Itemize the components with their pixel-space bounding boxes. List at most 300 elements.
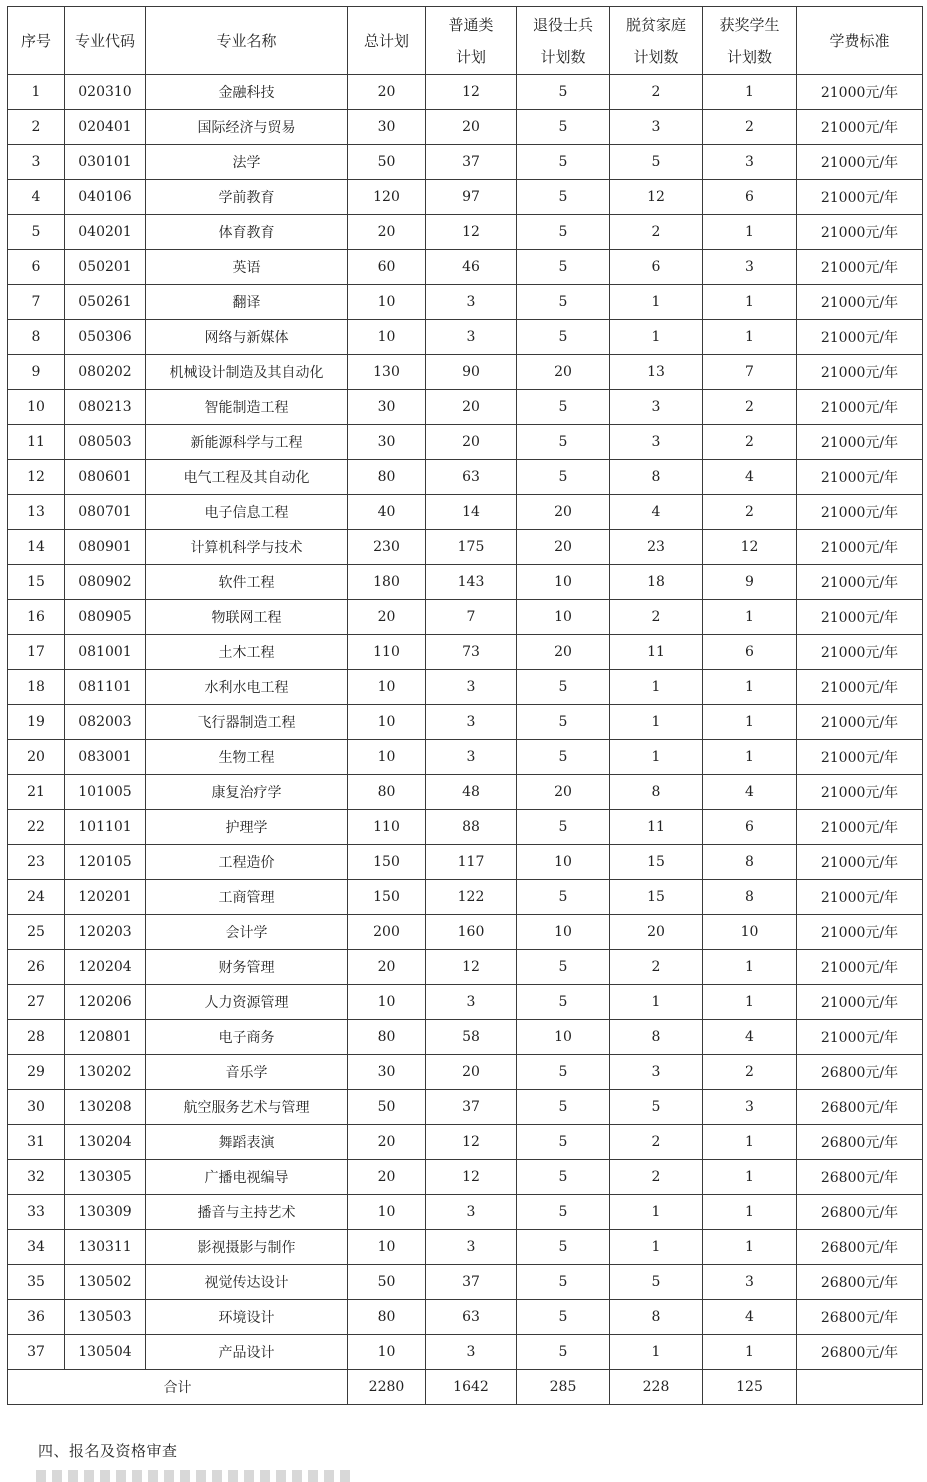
major-code: 080905 [65,600,146,635]
regular-plan: 175 [426,530,517,565]
row-number: 6 [8,250,65,285]
award-plan: 3 [703,1090,797,1125]
major-name: 体育教育 [146,215,348,250]
major-code: 130504 [65,1335,146,1370]
total-plan: 180 [348,565,426,600]
tuition-fee: 21000元/年 [797,530,923,565]
tuition-fee: 21000元/年 [797,880,923,915]
veteran-plan: 5 [517,1265,610,1300]
veteran-plan: 5 [517,75,610,110]
regular-plan: 37 [426,1265,517,1300]
row-number: 28 [8,1020,65,1055]
veteran-plan: 5 [517,880,610,915]
major-code: 080503 [65,425,146,460]
veteran-plan: 20 [517,355,610,390]
row-number: 32 [8,1160,65,1195]
row-number: 18 [8,670,65,705]
total-plan: 150 [348,845,426,880]
major-code: 130311 [65,1230,146,1265]
table-row [8,1125,923,1160]
tuition-fee: 21000元/年 [797,950,923,985]
award-plan: 12 [703,530,797,565]
column-header [348,7,426,75]
column-header-line: 获奖学生 [719,15,780,34]
poverty-plan: 2 [610,75,703,110]
major-name: 播音与主持艺术 [146,1195,348,1230]
poverty-plan: 8 [610,775,703,810]
tuition-fee: 21000元/年 [797,635,923,670]
total-plan: 30 [348,1055,426,1090]
regular-plan: 3 [426,1195,517,1230]
total-plan: 10 [348,740,426,775]
veteran-plan: 10 [517,565,610,600]
veteran-plan: 5 [517,705,610,740]
tuition-fee: 26800元/年 [797,1265,923,1300]
total-plan: 20 [348,1125,426,1160]
total-plan-sum: 2280 [348,1370,426,1405]
table-row [8,1160,923,1195]
poverty-plan: 4 [610,495,703,530]
poverty-plan: 2 [610,215,703,250]
table-row [8,1020,923,1055]
cropped-text-line [36,1470,356,1482]
major-code: 050261 [65,285,146,320]
tuition-fee: 21000元/年 [797,915,923,950]
column-header-line: 脱贫家庭 [625,15,686,34]
total-plan: 10 [348,670,426,705]
total-plan: 20 [348,600,426,635]
award-plan: 3 [703,250,797,285]
column-header [517,7,610,75]
total-plan: 80 [348,460,426,495]
poverty-plan: 1 [610,1195,703,1230]
regular-plan: 3 [426,1335,517,1370]
tuition-fee: 21000元/年 [797,215,923,250]
veteran-plan: 5 [517,215,610,250]
award-plan: 6 [703,635,797,670]
total-plan: 110 [348,810,426,845]
row-number: 24 [8,880,65,915]
award-plan: 3 [703,1265,797,1300]
award-plan: 6 [703,180,797,215]
row-number: 23 [8,845,65,880]
table-row [8,635,923,670]
major-name: 音乐学 [146,1055,348,1090]
total-plan: 150 [348,880,426,915]
award-plan: 2 [703,110,797,145]
veteran-plan: 5 [517,1195,610,1230]
major-code: 080901 [65,530,146,565]
veteran-plan: 5 [517,1230,610,1265]
award-plan: 1 [703,950,797,985]
award-plan: 9 [703,565,797,600]
regular-plan: 3 [426,985,517,1020]
row-number: 20 [8,740,65,775]
table-row [8,600,923,635]
award-plan: 1 [703,285,797,320]
table-row [8,740,923,775]
column-header [146,7,348,75]
row-number: 29 [8,1055,65,1090]
tuition-fee: 21000元/年 [797,285,923,320]
poverty-plan: 18 [610,565,703,600]
major-code: 130204 [65,1125,146,1160]
veteran-plan: 5 [517,810,610,845]
table-row [8,215,923,250]
total-plan: 50 [348,145,426,180]
table-row [8,915,923,950]
row-number: 5 [8,215,65,250]
award-plan: 1 [703,985,797,1020]
row-number: 1 [8,75,65,110]
regular-plan: 20 [426,425,517,460]
row-number: 11 [8,425,65,460]
award-plan: 1 [703,1125,797,1160]
award-plan: 2 [703,390,797,425]
total-plan: 10 [348,1335,426,1370]
major-name: 金融科技 [146,75,348,110]
row-number: 15 [8,565,65,600]
table-row [8,250,923,285]
major-name: 航空服务艺术与管理 [146,1090,348,1125]
row-number: 21 [8,775,65,810]
tuition-fee: 21000元/年 [797,425,923,460]
tuition-fee: 21000元/年 [797,670,923,705]
regular-plan: 12 [426,1125,517,1160]
major-code: 080601 [65,460,146,495]
total-plan: 30 [348,425,426,460]
major-name: 人力资源管理 [146,985,348,1020]
award-plan: 2 [703,425,797,460]
total-plan: 20 [348,1160,426,1195]
regular-plan: 12 [426,75,517,110]
major-code: 050201 [65,250,146,285]
total-plan: 50 [348,1090,426,1125]
major-code: 130208 [65,1090,146,1125]
award-plan: 1 [703,670,797,705]
row-number: 36 [8,1300,65,1335]
table-row [8,1055,923,1090]
major-code: 082003 [65,705,146,740]
veteran-plan: 20 [517,495,610,530]
table-row [8,880,923,915]
veteran-plan: 5 [517,460,610,495]
table-row [8,810,923,845]
regular-plan: 14 [426,495,517,530]
regular-plan: 90 [426,355,517,390]
regular-plan: 143 [426,565,517,600]
award-plan-sum: 125 [703,1370,797,1405]
column-header-line: 计划数 [726,47,772,66]
award-plan: 6 [703,810,797,845]
table-row [8,530,923,565]
tuition-fee: 21000元/年 [797,810,923,845]
column-header-line: 计划数 [633,47,679,66]
column-header-line: 普通类 [448,15,494,34]
table-row [8,110,923,145]
tuition-fee: 21000元/年 [797,320,923,355]
poverty-plan: 2 [610,1160,703,1195]
column-header-line: 专业代码 [74,31,135,50]
veteran-plan: 5 [517,285,610,320]
major-name: 机械设计制造及其自动化 [146,355,348,390]
major-name: 学前教育 [146,180,348,215]
regular-plan: 46 [426,250,517,285]
regular-plan: 48 [426,775,517,810]
table-row [8,145,923,180]
veteran-plan: 5 [517,985,610,1020]
total-plan: 20 [348,950,426,985]
row-number: 25 [8,915,65,950]
column-header [797,7,923,75]
total-plan: 230 [348,530,426,565]
major-name: 会计学 [146,915,348,950]
tuition-fee: 21000元/年 [797,495,923,530]
veteran-plan: 5 [517,110,610,145]
poverty-plan: 1 [610,285,703,320]
tuition-fee: 26800元/年 [797,1230,923,1265]
tuition-fee: 21000元/年 [797,600,923,635]
total-plan: 10 [348,705,426,740]
tuition-fee: 26800元/年 [797,1335,923,1370]
award-plan: 2 [703,1055,797,1090]
poverty-plan: 3 [610,110,703,145]
total-plan: 30 [348,390,426,425]
total-plan: 200 [348,915,426,950]
regular-plan: 37 [426,1090,517,1125]
poverty-plan: 5 [610,145,703,180]
major-name: 电气工程及其自动化 [146,460,348,495]
tuition-fee: 21000元/年 [797,565,923,600]
poverty-plan: 20 [610,915,703,950]
major-name: 康复治疗学 [146,775,348,810]
veteran-plan: 20 [517,530,610,565]
total-label: 合计 [8,1370,348,1405]
table-row [8,845,923,880]
total-plan: 10 [348,985,426,1020]
major-code: 130503 [65,1300,146,1335]
row-number: 30 [8,1090,65,1125]
regular-plan: 3 [426,705,517,740]
regular-plan: 117 [426,845,517,880]
major-name: 工商管理 [146,880,348,915]
total-plan: 110 [348,635,426,670]
major-code: 120203 [65,915,146,950]
major-name: 智能制造工程 [146,390,348,425]
award-plan: 4 [703,1300,797,1335]
veteran-plan: 5 [517,1125,610,1160]
veteran-plan: 5 [517,950,610,985]
tuition-fee: 21000元/年 [797,180,923,215]
major-code: 081001 [65,635,146,670]
table-row [8,460,923,495]
row-number: 34 [8,1230,65,1265]
column-header-line: 退役士兵 [532,15,593,34]
award-plan: 1 [703,1335,797,1370]
enrollment-plan-table [7,6,923,1405]
tuition-fee: 21000元/年 [797,845,923,880]
award-plan: 1 [703,215,797,250]
major-name: 财务管理 [146,950,348,985]
column-header [65,7,146,75]
tuition-fee: 21000元/年 [797,75,923,110]
award-plan: 1 [703,320,797,355]
major-name: 工程造价 [146,845,348,880]
poverty-plan: 1 [610,1335,703,1370]
veteran-plan: 5 [517,1300,610,1335]
table-row [8,985,923,1020]
award-plan: 2 [703,495,797,530]
total-plan: 20 [348,75,426,110]
row-number: 2 [8,110,65,145]
poverty-plan: 6 [610,250,703,285]
poverty-plan: 23 [610,530,703,565]
regular-plan: 97 [426,180,517,215]
major-code: 130309 [65,1195,146,1230]
poverty-plan-sum: 228 [610,1370,703,1405]
poverty-plan: 13 [610,355,703,390]
header-row [8,7,923,75]
table-row [8,1335,923,1370]
tuition-fee: 21000元/年 [797,390,923,425]
column-header-line: 专业名称 [216,31,277,50]
major-code: 120206 [65,985,146,1020]
award-plan: 8 [703,880,797,915]
major-code: 130305 [65,1160,146,1195]
veteran-plan: 5 [517,670,610,705]
major-code: 130202 [65,1055,146,1090]
row-number: 16 [8,600,65,635]
award-plan: 1 [703,1195,797,1230]
major-name: 生物工程 [146,740,348,775]
poverty-plan: 1 [610,320,703,355]
tuition-fee: 21000元/年 [797,740,923,775]
regular-plan: 20 [426,110,517,145]
veteran-plan: 10 [517,600,610,635]
row-number: 33 [8,1195,65,1230]
regular-plan: 20 [426,390,517,425]
major-name: 电子商务 [146,1020,348,1055]
regular-plan: 12 [426,950,517,985]
regular-plan: 3 [426,320,517,355]
row-number: 13 [8,495,65,530]
table-row [8,1230,923,1265]
major-code: 040106 [65,180,146,215]
regular-plan: 88 [426,810,517,845]
table-row [8,320,923,355]
tuition-fee: 21000元/年 [797,110,923,145]
major-code: 080213 [65,390,146,425]
row-number: 35 [8,1265,65,1300]
poverty-plan: 3 [610,425,703,460]
poverty-plan: 2 [610,1125,703,1160]
total-plan: 80 [348,1300,426,1335]
award-plan: 1 [703,600,797,635]
section-heading: 四、报名及资格审查 [38,1442,178,1460]
veteran-plan: 5 [517,1160,610,1195]
row-number: 3 [8,145,65,180]
tuition-fee: 21000元/年 [797,460,923,495]
poverty-plan: 1 [610,705,703,740]
table-row [8,425,923,460]
tuition-fee: 21000元/年 [797,250,923,285]
major-code: 120201 [65,880,146,915]
table-footer [8,1370,923,1405]
major-code: 080701 [65,495,146,530]
veteran-plan-sum: 285 [517,1370,610,1405]
column-header [426,7,517,75]
table-body [8,75,923,1370]
award-plan: 3 [703,145,797,180]
poverty-plan: 2 [610,600,703,635]
veteran-plan: 5 [517,180,610,215]
table-row [8,705,923,740]
fee-sum [797,1370,923,1405]
table-row [8,75,923,110]
column-header-line: 计划数 [540,47,586,66]
major-name: 新能源科学与工程 [146,425,348,460]
regular-plan: 58 [426,1020,517,1055]
regular-plan: 3 [426,740,517,775]
award-plan: 4 [703,460,797,495]
total-plan: 20 [348,215,426,250]
column-header-line: 计划 [455,47,486,66]
total-plan: 50 [348,1265,426,1300]
major-code: 020401 [65,110,146,145]
row-number: 37 [8,1335,65,1370]
regular-plan: 3 [426,1230,517,1265]
major-code: 130502 [65,1265,146,1300]
major-name: 物联网工程 [146,600,348,635]
regular-plan: 3 [426,285,517,320]
column-header [703,7,797,75]
regular-plan: 73 [426,635,517,670]
column-header-line: 总计划 [363,31,409,50]
veteran-plan: 5 [517,425,610,460]
major-code: 080202 [65,355,146,390]
regular-plan: 12 [426,1160,517,1195]
regular-plan: 7 [426,600,517,635]
row-number: 7 [8,285,65,320]
tuition-fee: 26800元/年 [797,1160,923,1195]
award-plan: 4 [703,1020,797,1055]
major-name: 国际经济与贸易 [146,110,348,145]
total-plan: 60 [348,250,426,285]
major-code: 080902 [65,565,146,600]
column-header [610,7,703,75]
regular-plan: 20 [426,1055,517,1090]
award-plan: 1 [703,1230,797,1265]
tuition-fee: 26800元/年 [797,1090,923,1125]
regular-plan: 3 [426,670,517,705]
table-row [8,1300,923,1335]
table-row [8,1265,923,1300]
table-row [8,180,923,215]
poverty-plan: 1 [610,670,703,705]
table-header [8,7,923,75]
award-plan: 8 [703,845,797,880]
poverty-plan: 3 [610,1055,703,1090]
column-header-line: 序号 [20,31,51,50]
major-name: 影视摄影与制作 [146,1230,348,1265]
poverty-plan: 15 [610,880,703,915]
regular-plan: 160 [426,915,517,950]
row-number: 31 [8,1125,65,1160]
major-code: 081101 [65,670,146,705]
row-number: 9 [8,355,65,390]
regular-plan-sum: 1642 [426,1370,517,1405]
major-name: 土木工程 [146,635,348,670]
